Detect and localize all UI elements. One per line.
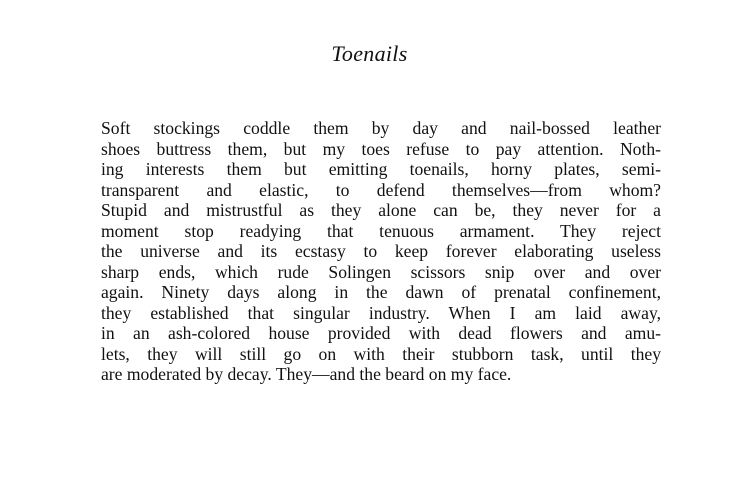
text-line: the universe and its ecstasy to keep forever elaborating useless <box>101 241 661 261</box>
text-line: they established that singular industry. When I am laid away, <box>101 302 661 323</box>
text-line: lets, they will still go on with their stubborn task, until they <box>101 343 661 364</box>
text-line: again. Ninety days along in the dawn of prenatal confinement, <box>101 282 661 302</box>
text-line: in an ash-colored house provided with dead flowers and amu- <box>101 323 661 343</box>
body-paragraph <box>101 118 661 385</box>
text-line: transparent and elastic, to defend themselves—from whom? <box>101 179 661 200</box>
text-line: are moderated by decay. They—and the beard on my face. <box>101 364 512 384</box>
page-title: Toenails <box>331 41 408 66</box>
text-line: shoes buttress them, but my toes refuse to pay attention. Noth- <box>101 138 661 159</box>
text-line: Stupid and mistrustful as they alone can be, they never for a <box>101 200 661 220</box>
text-line: Soft stockings coddle them by day and nail-bossed leather <box>101 118 661 138</box>
text-line: sharp ends, which rude Solingen scissors snip over and over <box>101 261 661 282</box>
text-line: ing interests them but emitting toenails, horny plates, semi- <box>101 159 661 179</box>
text-line: moment stop readying that tenuous armament. They reject <box>101 220 661 241</box>
